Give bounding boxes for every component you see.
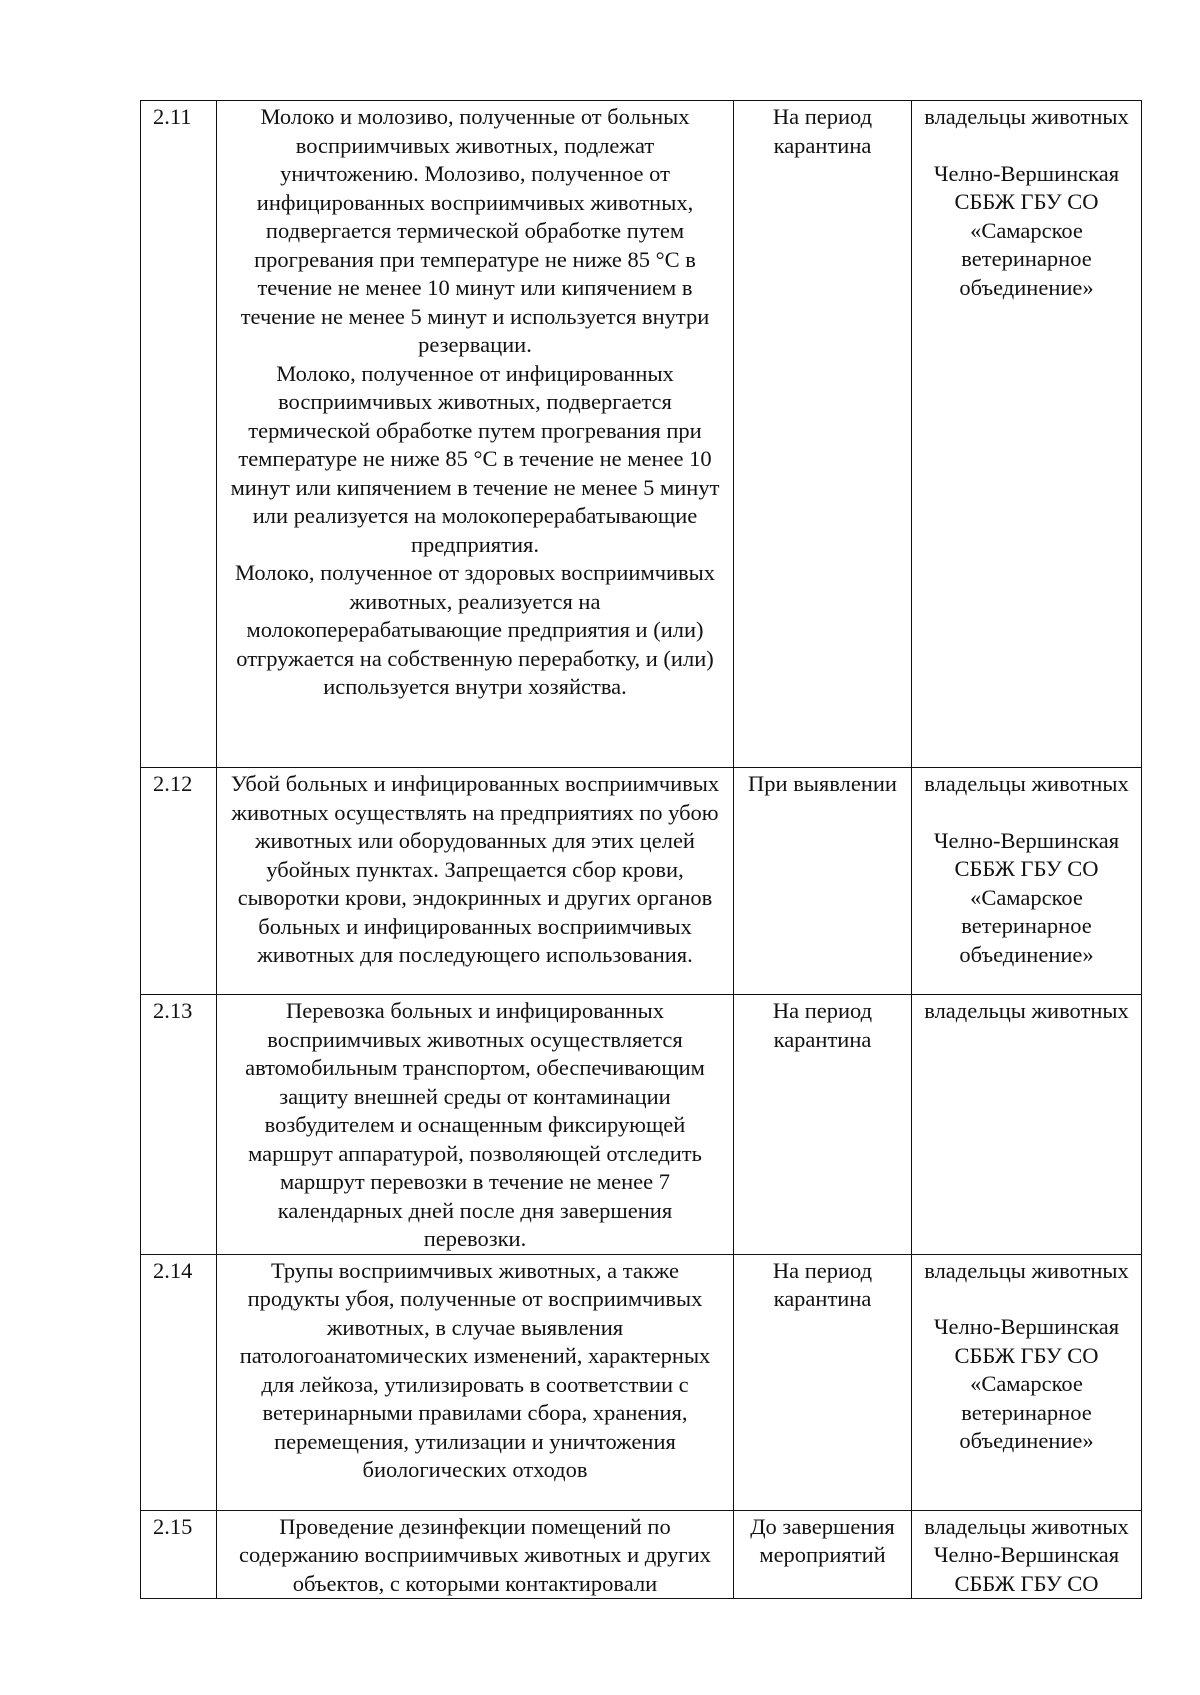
period-cell [734, 768, 912, 995]
responsible-cell [912, 101, 1142, 768]
measure-paragraph: Проведение дезинфекции помещений по содержанию восприимчивых животных и других объектов, с которыми контактировали [239, 1513, 711, 1596]
table-row [141, 101, 1142, 768]
period-cell [734, 995, 912, 1255]
table-row [141, 768, 1142, 995]
responsible-owner: владельцы животных [924, 1513, 1129, 1539]
measure-cell [217, 768, 734, 995]
responsible-org: Челно-Вершинская СББЖ ГБУ СО «Самарское ветеринарное объединение» [933, 160, 1120, 300]
measure-paragraph: Молоко и молозиво, полученные от больных восприимчивых животных, подлежат уничтожению. Молозиво, полученное от инфицированных восприимчивых животных, подвергается термической обработке путем прогревания при температуре не ниже 85 °С в течение не менее 10 минут или кипячением в течение не менее 5 минут и используется внутри резервации. [240, 104, 710, 357]
measures-table [140, 100, 1142, 1599]
row-number-cell [141, 1510, 217, 1599]
row-number: 2.11 [153, 104, 192, 129]
responsible-cell [912, 768, 1142, 995]
period-text: До завершения мероприятий [750, 1513, 895, 1567]
responsible-cell [912, 1254, 1142, 1510]
measure-paragraph: Перевозка больных и инфицированных восприимчивых животных осуществляется автомобильным транспортом, обеспечивающим защиту внешней среды от контаминации возбудителем и оснащенным фиксирующей маршрут аппаратурой, позволяющей отследить маршрут перевозки в течение не менее 7 календарных дней после дня завершения перевозки. [245, 998, 705, 1251]
measure-cell [217, 101, 734, 768]
row-number-cell [141, 768, 217, 995]
row-number: 2.15 [153, 1513, 193, 1539]
responsible-org: Челно-Вершинская СББЖ ГБУ СО «Самарское ветеринарное объединение» [933, 1314, 1120, 1453]
responsible-owner: владельцы животных [924, 104, 1129, 129]
responsible-org: Челно-Вершинская СББЖ ГБУ СО «Самарское ветеринарное объединение» [933, 827, 1120, 967]
measure-paragraph: Убой больных и инфицированных восприимчивых животных осуществлять на предприятиях по убою животных или оборудованных для этих целей убойных пунктах. Запрещается сбор крови, сыворотки крови, эндокринных и других органов больных и инфицированных восприимчивых животных для последующего использования. [230, 771, 720, 967]
row-number: 2.12 [153, 771, 193, 796]
responsible-owner: владельцы животных [924, 998, 1129, 1023]
responsible-cell [912, 995, 1142, 1255]
period-text: При выявлении [748, 771, 897, 796]
row-number-cell [141, 995, 217, 1255]
row-number: 2.13 [153, 998, 193, 1023]
responsible-owner: владельцы животных [924, 771, 1129, 796]
responsible-owner: владельцы животных [924, 1257, 1129, 1283]
row-number: 2.14 [153, 1257, 193, 1283]
period-cell [734, 101, 912, 768]
row-number-cell [141, 101, 217, 768]
responsible-org: Челно-Вершинская СББЖ ГБУ СО [933, 1542, 1120, 1596]
period-cell [734, 1510, 912, 1599]
measure-cell [217, 1254, 734, 1510]
responsible-cell [912, 1510, 1142, 1599]
row-number-cell [141, 1254, 217, 1510]
measure-cell [217, 1510, 734, 1599]
table-row [141, 995, 1142, 1255]
measure-paragraph: Молоко, полученное от здоровых восприимчивых животных, реализуется на молокоперерабатывающие предприятия и (или) отгружается на собственную переработку, и (или) используется внутри хозяйства. [234, 560, 716, 699]
period-cell [734, 1254, 912, 1510]
period-text: На период карантина [772, 998, 873, 1052]
measure-cell [217, 995, 734, 1255]
period-text: На период карантина [772, 104, 873, 158]
measure-paragraph: Молоко, полученное от инфицированных восприимчивых животных, подвергается термической обработке путем прогревания при температуре не ниже 85 °С в течение не менее 10 минут или кипячением в течение не менее 5 минут или реализуется на молокоперерабатывающие предприятия. [230, 360, 720, 557]
measure-paragraph: Трупы восприимчивых животных, а также продукты убоя, полученные от восприимчивых животных, в случае выявления патологоанатомических изменений, характерных для лейкоза, утилизировать в соответствии с ветеринарными правилами сбора, хранения, перемещения, утилизации и уничтожения биологических отходов [239, 1257, 711, 1482]
table-row [141, 1510, 1142, 1599]
table-row [141, 1254, 1142, 1510]
period-text: На период карантина [772, 1257, 873, 1311]
